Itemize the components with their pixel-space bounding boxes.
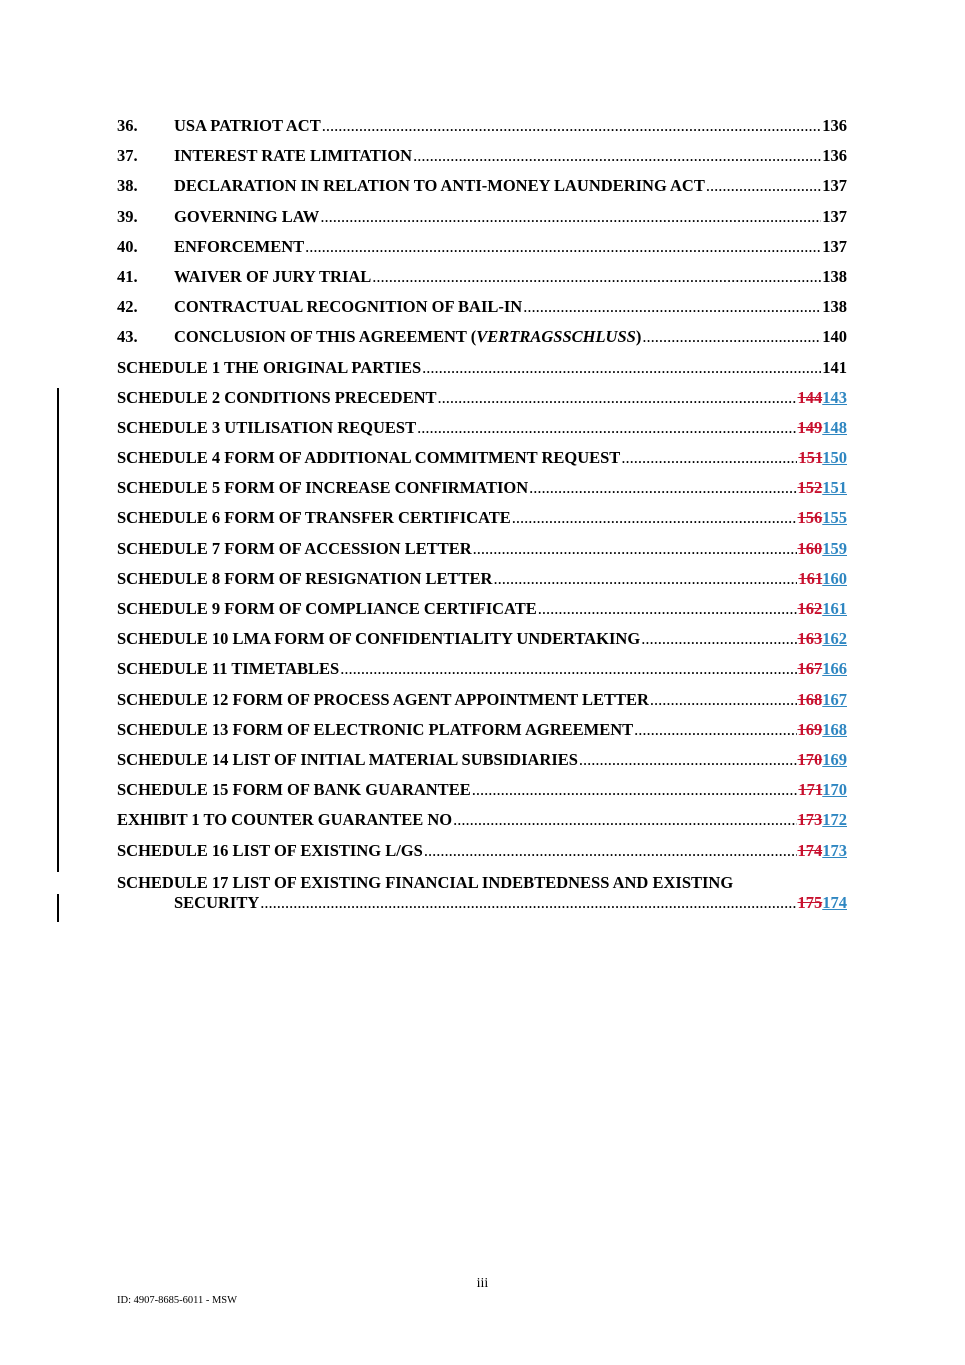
toc-number: 43. bbox=[117, 327, 138, 347]
toc-title: EXHIBIT 1 TO COUNTER GUARANTEE NO bbox=[117, 810, 453, 830]
inserted-page-number[interactable]: 143 bbox=[822, 387, 847, 407]
toc-leader-dots bbox=[453, 810, 796, 830]
toc-leader-dots bbox=[424, 841, 797, 861]
toc-schedule-entry[interactable] bbox=[117, 720, 847, 750]
toc-schedule-entry[interactable] bbox=[117, 629, 847, 659]
toc-title bbox=[174, 327, 641, 347]
inserted-page-number[interactable]: 168 bbox=[822, 719, 847, 739]
toc-number: 39. bbox=[117, 206, 138, 226]
toc-title: SCHEDULE 9 FORM OF COMPLIANCE CERTIFICATE bbox=[117, 599, 537, 618]
toc-title-line1: SCHEDULE 17 LIST OF EXISTING FINANCIAL INDEBTEDNESS AND EXISTING bbox=[117, 872, 734, 892]
toc-title: SCHEDULE 6 FORM OF TRANSFER CERTIFICATE bbox=[117, 508, 511, 528]
toc-title: SCHEDULE 1 THE ORIGINAL PARTIES bbox=[117, 357, 422, 377]
toc-title: CONTRACTUAL RECOGNITION OF BAIL-IN bbox=[174, 297, 523, 317]
toc-title: SCHEDULE 2 CONDITIONS PRECEDENT bbox=[117, 387, 437, 407]
toc-title: ENFORCEMENT bbox=[174, 236, 305, 256]
toc-number: 37. bbox=[117, 146, 138, 166]
toc-title: USA PATRIOT ACT bbox=[174, 116, 321, 135]
deleted-page-number: 151 bbox=[798, 448, 823, 468]
toc-page-number bbox=[798, 599, 848, 619]
toc-number: 42. bbox=[117, 297, 138, 317]
toc-number: 41. bbox=[117, 266, 138, 286]
toc-schedule-entry[interactable] bbox=[117, 780, 847, 810]
toc-schedule-entry[interactable] bbox=[117, 750, 847, 780]
toc-number: 40. bbox=[117, 236, 138, 256]
inserted-page-number[interactable]: 160 bbox=[822, 568, 847, 588]
deleted-page-number: 156 bbox=[797, 508, 823, 528]
toc-title: WAIVER OF JURY TRIAL bbox=[174, 266, 372, 286]
deleted-page-number: 163 bbox=[797, 629, 823, 649]
inserted-page-number[interactable]: 170 bbox=[822, 780, 847, 800]
toc-page-number: 141 bbox=[822, 357, 847, 377]
toc-leader-dots bbox=[538, 599, 797, 619]
toc-page-number: 137 bbox=[822, 176, 847, 196]
toc-title: INTEREST RATE LIMITATION bbox=[174, 146, 413, 166]
inserted-page-number[interactable]: 151 bbox=[822, 478, 847, 498]
toc-leader-dots bbox=[340, 659, 796, 679]
toc-leader-dots bbox=[260, 893, 796, 913]
toc-schedule-entry[interactable] bbox=[117, 569, 847, 599]
toc-title: SCHEDULE 5 FORM OF INCREASE CONFIRMATION bbox=[117, 478, 529, 498]
toc-schedule-entry[interactable] bbox=[117, 508, 847, 538]
toc-title: SCHEDULE 4 FORM OF ADDITIONAL COMMITMENT REQUEST bbox=[117, 448, 621, 468]
toc-title: SCHEDULE 13 FORM OF ELECTRONIC PLATFORM AGREEMENT bbox=[117, 719, 634, 739]
toc-page-number: 136 bbox=[822, 116, 847, 135]
toc-page-number bbox=[798, 690, 848, 710]
toc-schedule-entry[interactable] bbox=[117, 810, 847, 840]
inserted-page-number[interactable]: 148 bbox=[822, 417, 847, 437]
toc-entry-36[interactable] bbox=[117, 116, 847, 146]
change-bar bbox=[57, 894, 59, 922]
toc-page-number bbox=[798, 720, 848, 740]
deleted-page-number: 144 bbox=[797, 387, 823, 407]
deleted-page-number: 149 bbox=[797, 417, 823, 437]
toc-entry-37[interactable] bbox=[117, 146, 847, 176]
toc-leader-dots bbox=[413, 146, 821, 166]
document-id: ID: 4907-8685-6011 - MSW bbox=[117, 1295, 238, 1306]
deleted-page-number: 162 bbox=[797, 599, 823, 618]
toc-leader-dots bbox=[473, 539, 797, 559]
toc-title: SCHEDULE 10 LMA FORM OF CONFIDENTIALITY UNDERTAKING bbox=[117, 629, 641, 649]
deleted-page-number: 169 bbox=[797, 719, 823, 739]
toc-page-number bbox=[798, 539, 848, 559]
toc-schedule-entry[interactable] bbox=[117, 539, 847, 569]
inserted-page-number[interactable]: 172 bbox=[822, 810, 847, 830]
deleted-page-number: 175 bbox=[797, 892, 823, 912]
toc-page-number bbox=[798, 569, 847, 589]
toc-leader-dots bbox=[417, 418, 796, 438]
toc-number: 36. bbox=[117, 116, 138, 135]
deleted-page-number: 168 bbox=[797, 689, 823, 709]
toc-title-suffix: ) bbox=[635, 327, 642, 347]
toc-schedule-1[interactable] bbox=[117, 358, 847, 388]
toc-leader-dots bbox=[438, 388, 797, 408]
toc-entry-39[interactable] bbox=[117, 207, 847, 237]
toc-page-number: 138 bbox=[822, 297, 847, 317]
deleted-page-number: 152 bbox=[797, 478, 823, 498]
toc-leader-dots bbox=[493, 569, 797, 589]
toc-page-number: 140 bbox=[822, 327, 847, 347]
toc-schedule-entry[interactable] bbox=[117, 599, 847, 629]
deleted-page-number: 160 bbox=[797, 538, 823, 558]
toc-leader-dots bbox=[305, 237, 821, 257]
toc-title-line2: SECURITY bbox=[174, 892, 260, 912]
deleted-page-number: 173 bbox=[797, 810, 823, 830]
toc-leader-dots bbox=[650, 690, 797, 710]
toc-schedule-entry[interactable] bbox=[117, 841, 847, 871]
inserted-page-number[interactable]: 166 bbox=[822, 659, 847, 679]
deleted-page-number: 174 bbox=[797, 840, 823, 860]
toc-page-number bbox=[798, 508, 848, 528]
toc-title: SCHEDULE 12 FORM OF PROCESS AGENT APPOINTMENT LETTER bbox=[117, 689, 649, 709]
toc-page-number bbox=[798, 448, 847, 468]
toc-page-number bbox=[798, 418, 848, 438]
toc-leader-dots bbox=[529, 478, 796, 498]
toc-page-number bbox=[798, 659, 848, 679]
toc-title-prefix: CONCLUSION OF THIS AGREEMENT ( bbox=[174, 327, 477, 347]
inserted-page-number[interactable]: 167 bbox=[822, 689, 847, 709]
toc-entry-38[interactable] bbox=[117, 176, 847, 206]
toc-leader-dots bbox=[634, 720, 796, 740]
toc-title: SCHEDULE 11 TIMETABLES bbox=[117, 659, 340, 679]
toc-leader-dots bbox=[372, 267, 821, 287]
toc-entry-40[interactable] bbox=[117, 237, 847, 267]
toc-page-number bbox=[798, 388, 848, 408]
toc-leader-dots bbox=[322, 116, 822, 136]
deleted-page-number: 170 bbox=[797, 749, 823, 769]
table-of-contents bbox=[117, 116, 847, 913]
toc-entry-43[interactable] bbox=[117, 327, 847, 357]
inserted-page-number[interactable]: 161 bbox=[822, 599, 847, 618]
toc-entry-41[interactable] bbox=[117, 267, 847, 297]
toc-number: 38. bbox=[117, 176, 138, 196]
toc-title: SCHEDULE 3 UTILISATION REQUEST bbox=[117, 417, 417, 437]
toc-title: GOVERNING LAW bbox=[174, 206, 320, 226]
toc-leader-dots bbox=[706, 176, 821, 196]
toc-page-number bbox=[798, 629, 848, 649]
toc-leader-dots bbox=[641, 629, 796, 649]
deleted-page-number: 161 bbox=[798, 568, 823, 588]
toc-leader-dots bbox=[642, 327, 821, 347]
toc-entry-42[interactable] bbox=[117, 297, 847, 327]
toc-leader-dots bbox=[523, 297, 821, 317]
inserted-page-number[interactable]: 169 bbox=[822, 749, 847, 769]
toc-page-number bbox=[798, 780, 847, 800]
toc-title-line2-row bbox=[117, 893, 847, 913]
toc-title: SCHEDULE 7 FORM OF ACCESSION LETTER bbox=[117, 538, 472, 558]
toc-page-number bbox=[798, 810, 848, 830]
toc-page-number: 137 bbox=[822, 206, 847, 226]
deleted-page-number: 171 bbox=[798, 780, 823, 800]
inserted-page-number[interactable]: 155 bbox=[822, 508, 847, 528]
deleted-page-number: 167 bbox=[797, 659, 823, 679]
toc-schedule-17[interactable] bbox=[117, 873, 847, 913]
inserted-page-number[interactable]: 174 bbox=[822, 892, 847, 912]
toc-schedule-entry[interactable] bbox=[117, 478, 847, 508]
toc-page-number bbox=[798, 893, 848, 913]
toc-leader-dots bbox=[579, 750, 797, 770]
toc-schedule-entry[interactable] bbox=[117, 659, 847, 689]
toc-title: DECLARATION IN RELATION TO ANTI-MONEY LAUNDERING ACT bbox=[174, 176, 705, 196]
toc-page-number bbox=[798, 750, 848, 770]
toc-title: SCHEDULE 15 FORM OF BANK GUARANTEE bbox=[117, 780, 471, 800]
inserted-page-number[interactable]: 159 bbox=[822, 538, 847, 558]
toc-leader-dots bbox=[320, 207, 821, 227]
toc-title: SCHEDULE 16 LIST OF EXISTING L/GS bbox=[117, 840, 423, 860]
inserted-page-number[interactable]: 162 bbox=[822, 629, 847, 649]
schedule-list bbox=[117, 388, 847, 871]
toc-page-number: 136 bbox=[822, 146, 847, 166]
toc-schedule-entry[interactable] bbox=[117, 690, 847, 720]
toc-leader-dots bbox=[422, 358, 821, 378]
toc-leader-dots bbox=[512, 508, 797, 528]
toc-schedule-entry[interactable] bbox=[117, 448, 847, 478]
toc-schedule-entry[interactable] bbox=[117, 388, 847, 418]
toc-schedule-entry[interactable] bbox=[117, 418, 847, 448]
toc-title-italic: VERTRAGSSCHLUSS bbox=[476, 327, 636, 347]
toc-leader-dots bbox=[472, 780, 798, 800]
toc-leader-dots bbox=[621, 448, 797, 468]
inserted-page-number[interactable]: 173 bbox=[822, 840, 847, 860]
page-number: iii bbox=[476, 1276, 489, 1291]
toc-page-number bbox=[798, 478, 848, 498]
toc-page-number: 137 bbox=[822, 236, 847, 256]
toc-title: SCHEDULE 14 LIST OF INITIAL MATERIAL SUBSIDIARIES bbox=[117, 749, 578, 769]
toc-page-number: 138 bbox=[822, 266, 847, 286]
inserted-page-number[interactable]: 150 bbox=[822, 448, 847, 468]
toc-page-number bbox=[798, 841, 848, 861]
change-bar bbox=[57, 388, 59, 872]
toc-title: SCHEDULE 8 FORM OF RESIGNATION LETTER bbox=[117, 568, 493, 588]
